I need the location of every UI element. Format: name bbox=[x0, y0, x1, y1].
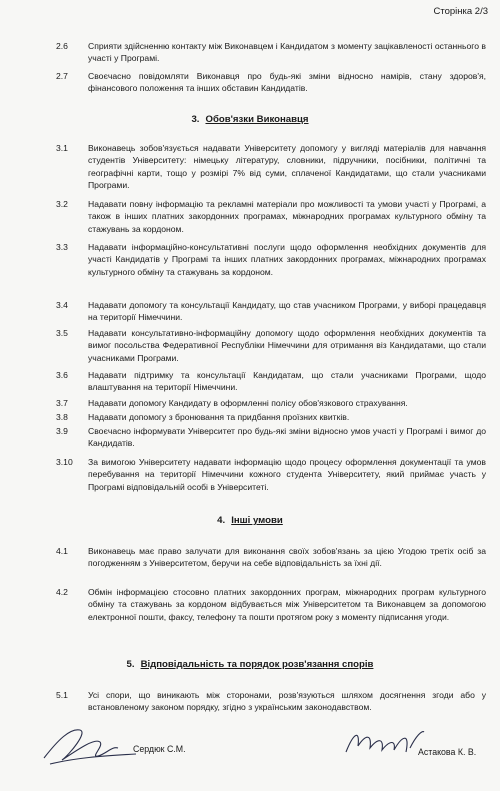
clause-number: 3.2 bbox=[56, 199, 68, 209]
clause-number: 5.1 bbox=[56, 690, 68, 700]
clause-number: 3.4 bbox=[56, 300, 68, 310]
clause-text: Своєчасно інформувати Університет про будь-які зміни відносно умов участі у Програмі і вимог до Кандидатів. bbox=[88, 426, 486, 449]
section-4-heading bbox=[0, 515, 500, 526]
clause-text: Надавати інформаційно-консультативні послуги щодо оформлення необхідних документів для участі Кандидатів у Програмі та інших платних закордонних програмах, міжнародних програмах культурного обміну та стажувань за кордоном. bbox=[88, 242, 486, 277]
clause-text: Сприяти здійсненню контакту між Виконавцем і Кандидатом з моменту зацікавленості останнього в участі у Програмі. bbox=[88, 41, 486, 64]
clause-text: Надавати підтримку та консультації Кандидатам, що стали учасниками Програми, щодо влаштування на території Німеччини. bbox=[88, 370, 486, 393]
clause-number: 2.6 bbox=[56, 41, 68, 51]
left-signature-scribble bbox=[40, 718, 140, 770]
clause-text: Надавати допомогу Кандидату в оформленні полісу обов'язкового страхування. bbox=[88, 398, 408, 408]
section-number: 4. bbox=[217, 515, 226, 526]
right-signature-scribble bbox=[340, 722, 430, 762]
section-title: Обов'язки Виконавця bbox=[205, 114, 309, 125]
clause-number: 3.9 bbox=[56, 426, 68, 436]
section-title: Інші умови bbox=[231, 515, 283, 526]
clause-text: Надавати допомогу та консультації Кандидату, що став учасником Програми, у виборі працедавця на території Німеччини. bbox=[88, 300, 486, 323]
clause-number: 3.8 bbox=[56, 412, 68, 422]
clause-text: За вимогою Університету надавати інформацію щодо процесу оформлення документації та умов перебування на території Німеччини кожного студента Університету, який приймає участь у Програмі відповідальній особі в Університеті. bbox=[88, 457, 486, 492]
clause-text: Виконавець має право залучати для виконання своїх зобов'язань за цією Угодою третіх осіб за погодженням з Університетом, беручи на себе відповідальність за їхні дії. bbox=[88, 546, 486, 569]
section-title: Відповідальність та порядок розв'язання спорів bbox=[140, 659, 374, 670]
clause-number: 3.7 bbox=[56, 398, 68, 408]
clause-number: 4.1 bbox=[56, 546, 68, 556]
left-signatory-name: Сердюк С.М. bbox=[133, 744, 186, 754]
clause-number: 3.5 bbox=[56, 328, 68, 338]
section-5-heading bbox=[0, 659, 500, 670]
section-3-heading bbox=[0, 114, 500, 125]
clause-number: 2.7 bbox=[56, 71, 68, 81]
right-signatory-name: Астакова К. В. bbox=[418, 747, 477, 757]
clause-text: Своєчасно повідомляти Виконавця про будь-які зміни відносно намірів, стану здоров'я, фінансового положення та інших обставин Кандидатів. bbox=[88, 71, 486, 94]
section-number: 5. bbox=[126, 659, 135, 670]
clause-text: Виконавець зобов'язується надавати Університету допомогу у вигляді матеріалів для навчання студентів Університету: німецьку літературу, словники, підручники, посібники, політичні та географічні карти, тощо у розмірі 7% від суми, сплаченої Кандидатами, що стали учасниками Програми. bbox=[88, 143, 486, 191]
clause-number: 3.10 bbox=[56, 457, 73, 467]
clause-text: Надавати консультативно-інформаційну допомогу щодо оформлення необхідних документів та вимог посольства Федеративної Республіки Німеччини для отримання віз Кандидатами, що стали учасниками Програми. bbox=[88, 328, 486, 363]
clause-text: Усі спори, що виникають між сторонами, розв'язуються шляхом досягнення згоди або у встановленому законом порядку, згідно з українським законодавством. bbox=[88, 690, 486, 713]
clause-text: Надавати допомогу з бронювання та придбання проїзних квитків. bbox=[88, 412, 350, 422]
section-number: 3. bbox=[191, 114, 200, 125]
clause-text: Надавати повну інформацію та рекламні матеріали про можливості та умови участі у Програмі, а також в інших платних закордонних програмах, міжнародних програмах культурного обміну та стажувань за кордоном. bbox=[88, 199, 486, 234]
clause-number: 4.2 bbox=[56, 587, 68, 597]
clause-number: 3.6 bbox=[56, 370, 68, 380]
clause-text: Обмін інформацією стосовно платних закордонних програм, міжнародних програм культурного обміну та стажувань за кордоном відбувається між Університетом та Виконавцем за допомогою електронної пошти, факсу, телефону та пошти протягом року з моменту підписання угоди. bbox=[88, 587, 486, 622]
clause-number: 3.1 bbox=[56, 143, 68, 153]
page-number: Сторінка 2/3 bbox=[433, 6, 488, 17]
clause-number: 3.3 bbox=[56, 242, 68, 252]
